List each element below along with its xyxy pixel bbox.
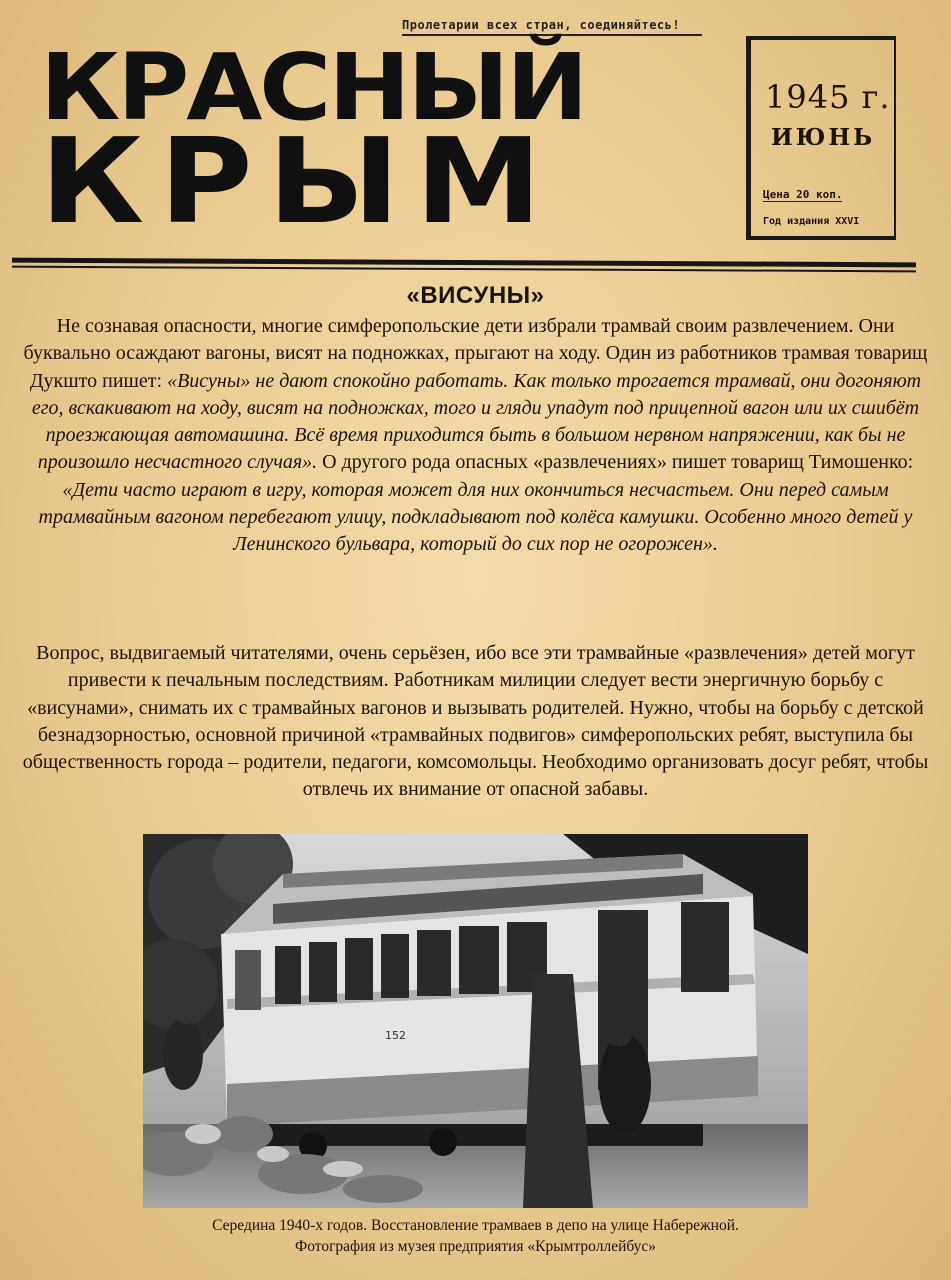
- article-headline: «ВИСУНЫ»: [406, 282, 545, 309]
- issue-month: ИЮНЬ: [771, 124, 876, 151]
- photo-caption: [0, 1215, 951, 1257]
- publication-year: Год издания XXVI: [763, 216, 860, 227]
- paragraph-1-intro: Не сознавая опасности, многие симферопольские дети избрали трамвай своим развлечением. Они буквально осаждают вагоны, висят на подножках, прыгают на ходу. Один из работников трамвая товарищ Дукшто пишет:: [23, 315, 928, 392]
- paragraph-1-middle: О другого рода опасных «развлечениях» пишет товарищ Тимошенко:: [317, 451, 914, 474]
- issue-year: 1945 г.: [765, 78, 891, 116]
- photo-caption-line2: Фотография из музея предприятия «Крымтроллейбус»: [294, 1238, 657, 1255]
- newspaper-slogan: Пролетарии всех стран, соединяйтесь!: [402, 18, 702, 36]
- issue-price: Цена 20 коп.: [763, 188, 843, 201]
- masthead-title-line1: КРАСНЫЙ: [40, 34, 586, 141]
- article-paragraph-1: [14, 313, 937, 559]
- tram-number: 152: [385, 1029, 406, 1042]
- photo-caption-line1: Середина 1940-х годов. Восстановление трамваев в депо на улице Набережной.: [212, 1217, 739, 1234]
- tram-photo: [143, 834, 808, 1208]
- masthead-title-line2: КРЫМ: [40, 112, 557, 250]
- quote-dukshto: «Висуны» не дают спокойно работать. Как только трогается трамвай, они догоняют его, вскакивают на ходу, висят на подножках, того и гляди упадут под прицепной вагон или их сшибёт проезжающая автомашина. Всё время приходится быть в большом нервном напряжении, как бы не произошло несчастного случая».: [31, 369, 922, 474]
- issue-date-box: [746, 36, 896, 240]
- article-paragraph-2: Вопрос, выдвигаемый читателями, очень серьёзен, ибо все эти трамвайные «развлечения» детей могут привести к печальным последствиям. Работникам милиции следует вести энергичную борьбу с «висунами», снимать их с трамвайных вагонов и вызывать родителей. Нужно, чтобы на борьбу с детской безнадзорностью, основной причиной «трамвайных подвигов» симферопольских ребят, выступила бы общественность города – родители, педагоги, комсомольцы. Необходимо организовать досуг ребят, чтобы отвлечь их внимание от опасной забавы.: [22, 642, 929, 801]
- quote-timoshenko: «Дети часто играют в игру, которая может для них окончиться несчастьем. Они перед самым трамвайным вагоном перебегают улицу, подкладывают под колёса камушки. Особенно много детей у Ленинского бульвара, который до сих пор не огорожен».: [38, 478, 913, 556]
